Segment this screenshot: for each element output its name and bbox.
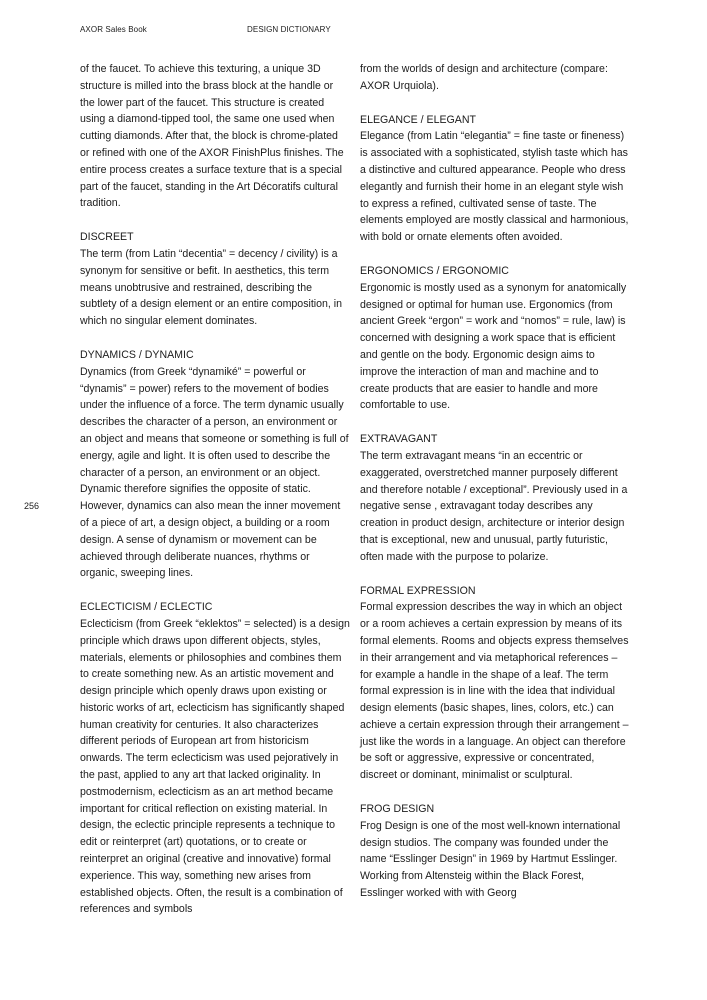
entry-ergonomics <box>360 263 630 414</box>
entry-text: Dynamics (from Greek “dynamiké” = powerful or “dynamis” = power) refers to the movement of bodies under the influence of a force. The term dynamic usually describes the character of a person, an environment or an object and means that someone or something is full of energy, agile and light. It is often used to describe the character of a person, an environment or an object. Dynamic therefore signifies the opposite of static. However, dynamics can also mean the inner movement of a piece of art, a design object, a building or a room design. A sense of dynamism or movement can be achieved through deliberate nuances, rhythms or organic, sweeping lines. <box>80 365 349 580</box>
page-header <box>80 23 687 37</box>
entry-eclecticism-continued <box>360 61 630 95</box>
entry-heading: EXTRAVAGANT <box>360 433 438 446</box>
entry-text: Ergonomic is mostly used as a synonym for anatomically designed or optimal for human use. Ergonomics (from ancient Greek “ergon” = work and “nomos” = rule, law) is concerned with designing a work space that is efficient and gentle on the body. Ergonomic design aims to improve the interaction of man and machine and to create products that are easier to handle and more comfortable to use. <box>360 281 627 412</box>
entry-text: Elegance (from Latin “elegantia” = fine taste or fineness) is associated with a sophisticated, stylish taste which has a distinctive and cultured appearance. People who dress elegantly and furnish their home in an elegant style wish to express a refined, cultivated sense of taste. The elements employed are mostly classical and harmonious, with bold or ornate elements often avoided. <box>360 130 629 244</box>
entry-heading: ELEGANCE / ELEGANT <box>360 113 476 126</box>
entry-heading: DYNAMICS / DYNAMIC <box>80 348 194 361</box>
entry-text: from the worlds of design and architecture (compare: AXOR Urquiola). <box>360 63 608 92</box>
entry-text: Eclecticism (from Greek “eklektos” = selected) is a design principle which draws upon different objects, styles, materials, elements or philosophies and combines them to create something new. As an artistic movement and design principle which openly draws upon existing or historic works of art, eclecticism has significantly shaped human creativity for centuries. It also characterizes different periods of European art from historicism onwards. The term eclecticism was used pejoratively in the past, applied to any art that lacked originality. In postmodernism, eclecticism as an art method became important for critical reflection on existing material. In design, the eclectic principle represents a technique to edit or reinterpret (art) quotations, or to create or reinterpret an original (creative and innovative) formal experience. This way, something new arises from established objects. Often, the result is a combination of references and symbols <box>80 617 350 916</box>
entry-text: Frog Design is one of the most well-known international design studios. The company was founded under the name “Esslinger Design” in 1969 by Hartmut Esslinger. Working from Altensteig within the Black Forest, Esslinger worked with with Georg <box>360 819 621 900</box>
entry-text: Formal expression describes the way in which an object or a room achieves a certain expression by means of its formal elements. Rooms and objects express themselves in their arrangement and via metaphorical references – for example a handle in the shape of a leaf. The term formal expression is in line with the idea that individual design elements (basic shapes, lines, colors, etc.) can achieve a certain expression through their arrangement – just like the words in a language. An object can therefore be soft or aggressive, expressive or concentrated, discreet or dominant, minimalist or sculptural. <box>360 601 629 782</box>
entry-text: of the faucet. To achieve this texturing, a unique 3D structure is milled into the brass block at the handle or the lower part of the faucet. This structure is created using a diamond-tipped tool, the same one used when cutting diamonds. After that, the block is chrome-plated or refined with one of the AXOR FinishPlus finishes. The entire process creates a surface texture that is a special part of the faucet, standing in the Art Décoratifs cultural tradition. <box>80 63 344 210</box>
entry-extravagant <box>360 431 630 565</box>
entry-heading: DISCREET <box>80 231 134 244</box>
entry-heading: FORMAL EXPRESSION <box>360 584 476 597</box>
entry-frog-design <box>360 801 630 902</box>
header-brand: AXOR Sales Book <box>80 25 147 34</box>
page-number: 256 <box>24 501 40 511</box>
entry-dynamics <box>80 347 350 582</box>
entry-heading: FROG DESIGN <box>360 803 435 816</box>
entry-text: The term (from Latin “decentia” = decency / civility) is a synonym for sensitive or befit. In aesthetics, this term means unobtrusive and restrained, describing the subtlety of a design element or an entire composition, in which no singular element dominates. <box>80 247 343 328</box>
entry-eclecticism <box>80 599 350 918</box>
entry-heading: ERGONOMICS / ERGONOMIC <box>360 264 509 277</box>
entry-faucet-texture-continued <box>80 61 350 212</box>
entry-formal-expression <box>360 583 630 785</box>
header-section-title: DESIGN DICTIONARY <box>247 25 331 34</box>
entry-heading: ECLECTICISM / ECLECTIC <box>80 601 213 614</box>
entry-discreet <box>80 229 350 330</box>
entry-elegance <box>360 112 630 246</box>
entry-text: The term extravagant means “in an eccentric or exaggerated, overstretched manner purposely different and therefore notable / exceptional”. Previously used in a negative sense , extravagant today describes any creation in product design, architecture or interior design that is exceptional, new and unusual, partly futuristic, often made with the purpose to polarize. <box>360 449 628 563</box>
right-column <box>360 61 630 919</box>
left-column <box>80 61 350 935</box>
